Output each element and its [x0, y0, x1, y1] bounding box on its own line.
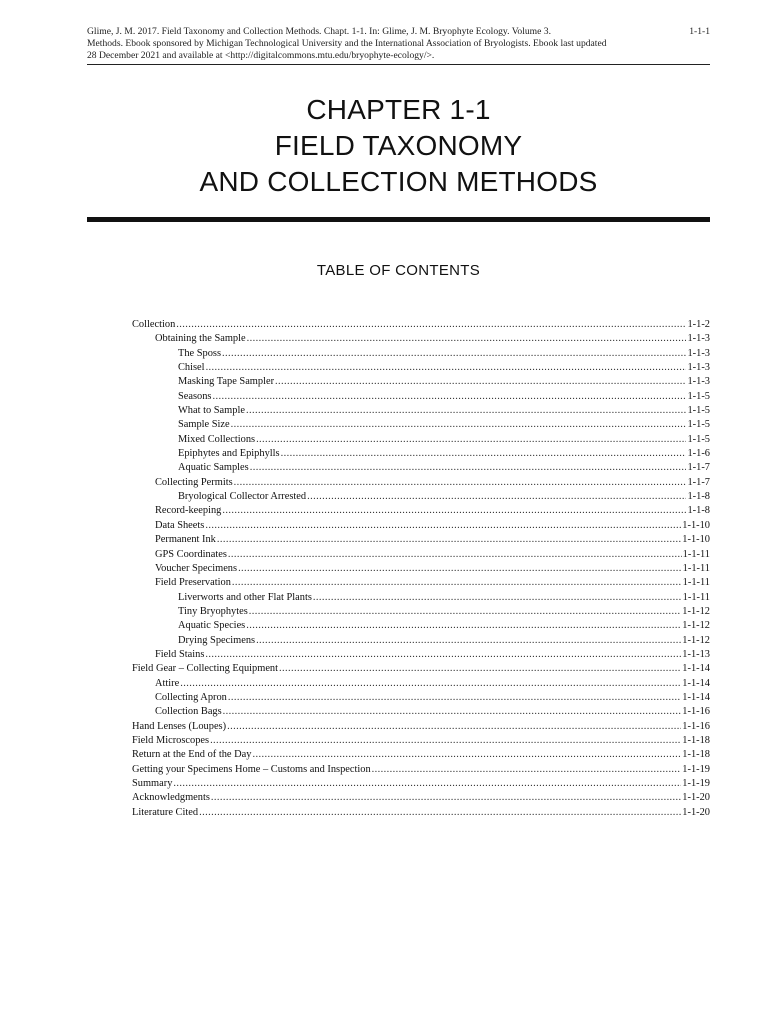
toc-entry-page: 1-1-11: [682, 548, 710, 560]
toc-entry[interactable]: [132, 490, 710, 504]
citation-header: Glime, J. M. 2017. Field Taxonomy and Collection Methods. Chapt. 1-1. In: Glime, J. M. Bryophyte Ecology. Volume 3. Methods. Ebook sponsored by Michigan Technological University and the International Association of Bryologists. Ebook last updated 28 December 2021 and available at <http://digitalcommons.mtu.edu/bryophyte-ecology/>.: [87, 26, 607, 61]
toc-entry-label: Sample Size: [178, 419, 230, 431]
toc-entry[interactable]: [132, 519, 710, 533]
toc-entry-label: Aquatic Species: [178, 620, 246, 632]
toc-entry[interactable]: [132, 361, 710, 375]
toc-dot-leader: [246, 619, 681, 633]
toc-entry[interactable]: [132, 619, 710, 633]
toc-entry[interactable]: [132, 634, 710, 648]
chapter-title-line-1: FIELD TAXONOMY: [274, 130, 523, 161]
toc-entry-label: Getting your Specimens Home – Customs and Inspection: [132, 763, 371, 775]
toc-entry[interactable]: [132, 591, 710, 605]
toc-entry[interactable]: [132, 347, 710, 361]
toc-entry[interactable]: [132, 705, 710, 719]
toc-entry[interactable]: [132, 677, 710, 691]
toc-entry-page: 1-1-14: [682, 691, 710, 703]
toc-entry-label: Epiphytes and Epiphylls: [178, 448, 280, 460]
toc-entry-label: Mixed Collections: [178, 433, 256, 445]
toc-entry-page: 1-1-3: [687, 376, 710, 388]
toc-entry-label: Summary: [132, 778, 173, 789]
toc-entry[interactable]: [132, 777, 710, 791]
toc-entry-label: Obtaining the Sample: [155, 333, 246, 345]
toc-entry[interactable]: [132, 734, 710, 748]
toc-dot-leader: [205, 648, 681, 662]
toc-dot-leader: [246, 404, 687, 418]
toc-entry-label: Return at the End of the Day: [132, 749, 252, 761]
toc-dot-leader: [217, 533, 681, 547]
toc-entry-page: 1-1-5: [687, 390, 710, 402]
toc-dot-leader: [372, 763, 682, 777]
toc-entry-page: 1-1-3: [687, 362, 710, 374]
toc-dot-leader: [281, 447, 687, 461]
toc-entry[interactable]: [132, 576, 710, 590]
toc-entry-page: 1-1-7: [687, 462, 710, 474]
toc-entry-page: 1-1-14: [682, 663, 710, 675]
toc-dot-leader: [247, 332, 687, 346]
toc-entry-page: 1-1-10: [682, 534, 710, 546]
toc-entry-label: Liverworts and other Flat Plants: [178, 591, 312, 603]
toc-entry-page: 1-1-5: [687, 433, 710, 445]
toc-entry-page: 1-1-3: [687, 347, 710, 359]
toc-dot-leader: [252, 748, 681, 762]
toc-entry-page: 1-1-3: [687, 333, 710, 345]
toc-entry-page: 1-1-20: [682, 792, 710, 804]
toc-entry-page: 1-1-5: [687, 405, 710, 417]
toc-dot-leader: [222, 504, 686, 518]
toc-entry-page: 1-1-14: [682, 677, 710, 689]
toc-dot-leader: [228, 691, 681, 705]
toc-entry-page: 1-1-16: [682, 720, 710, 732]
toc-entry-page: 1-1-19: [682, 778, 710, 789]
toc-entry[interactable]: [132, 375, 710, 389]
toc-entry-page: 1-1-5: [687, 419, 710, 431]
toc-entry-page: 1-1-12: [682, 634, 710, 646]
toc-entry-page: 1-1-11: [682, 562, 710, 574]
toc-entry-label: Field Stains: [155, 648, 205, 660]
toc-entry-label: Collecting Apron: [155, 691, 227, 703]
toc-entry-page: 1-1-12: [682, 620, 710, 632]
toc-entry[interactable]: [132, 504, 710, 518]
toc-entry-label: Tiny Bryophytes: [178, 605, 248, 617]
toc-entry-label: Collection: [132, 319, 176, 330]
page-number: 1-1-1: [689, 26, 710, 37]
toc-entry-label: Voucher Specimens: [155, 562, 238, 574]
toc-entry[interactable]: [132, 791, 710, 805]
toc-heading: TABLE OF CONTENTS: [316, 262, 481, 279]
toc-dot-leader: [227, 720, 681, 734]
toc-entry-page: 1-1-7: [687, 476, 710, 488]
toc-entry-label: Data Sheets: [155, 519, 205, 531]
toc-entry-page: 1-1-10: [682, 519, 710, 531]
toc-entry-label: Hand Lenses (Loupes): [132, 720, 227, 732]
toc-entry[interactable]: [132, 447, 710, 461]
table-of-contents: [132, 318, 710, 820]
toc-dot-leader: [232, 576, 682, 590]
toc-dot-leader: [313, 591, 682, 605]
toc-dot-leader: [211, 791, 681, 805]
toc-entry-label: Chisel: [178, 362, 205, 374]
toc-entry-label: Attire: [155, 677, 180, 689]
toc-entry-label: Permanent Ink: [155, 534, 216, 546]
toc-dot-leader: [210, 734, 681, 748]
chapter-title: [87, 92, 710, 200]
toc-entry-page: 1-1-2: [687, 319, 710, 330]
toc-dot-leader: [307, 490, 686, 504]
toc-dot-leader: [199, 806, 681, 820]
toc-entry[interactable]: [132, 648, 710, 662]
toc-entry[interactable]: [132, 548, 710, 562]
toc-entry-page: 1-1-20: [682, 806, 710, 818]
toc-entry-label: The Sposs: [178, 347, 222, 359]
toc-dot-leader: [249, 605, 682, 619]
toc-dot-leader: [173, 777, 681, 791]
toc-dot-leader: [234, 476, 687, 490]
toc-dot-leader: [212, 390, 686, 404]
toc-entry-page: 1-1-16: [682, 706, 710, 718]
toc-entry[interactable]: [132, 662, 710, 676]
toc-dot-leader: [238, 562, 682, 576]
toc-entry[interactable]: [132, 763, 710, 777]
toc-entry-label: Field Preservation: [155, 577, 231, 589]
title-rule: [87, 217, 710, 222]
toc-entry[interactable]: [132, 720, 710, 734]
toc-dot-leader: [228, 548, 682, 562]
toc-entry-page: 1-1-12: [682, 605, 710, 617]
toc-entry-page: 1-1-13: [682, 648, 710, 660]
toc-entry[interactable]: [132, 433, 710, 447]
toc-entry[interactable]: [132, 318, 710, 332]
toc-entry-label: Masking Tape Sampler: [178, 376, 275, 388]
toc-entry-label: Field Gear – Collecting Equipment: [132, 663, 279, 675]
toc-entry[interactable]: [132, 605, 710, 619]
toc-entry-page: 1-1-6: [687, 448, 710, 460]
chapter-title-line-2: AND COLLECTION METHODS: [199, 166, 598, 197]
chapter-number: CHAPTER 1-1: [306, 94, 491, 125]
toc-entry[interactable]: [132, 418, 710, 432]
toc-entry-label: Seasons: [178, 390, 212, 402]
toc-entry-label: Record-keeping: [155, 505, 222, 517]
toc-dot-leader: [256, 433, 686, 447]
toc-entry-label: Drying Specimens: [178, 634, 256, 646]
toc-entry[interactable]: [132, 691, 710, 705]
toc-entry[interactable]: [132, 533, 710, 547]
toc-dot-leader: [231, 418, 687, 432]
toc-dot-leader: [205, 519, 681, 533]
toc-entry[interactable]: [132, 390, 710, 404]
toc-entry-label: Bryological Collector Arrested: [178, 491, 307, 503]
toc-entry[interactable]: [132, 562, 710, 576]
toc-entry[interactable]: [132, 476, 710, 490]
toc-entry-label: Literature Cited: [132, 806, 199, 818]
toc-dot-leader: [256, 634, 681, 648]
toc-entry-label: Collecting Permits: [155, 476, 233, 488]
toc-dot-leader: [250, 461, 687, 475]
toc-entry-page: 1-1-19: [682, 763, 710, 775]
toc-entry-page: 1-1-18: [682, 749, 710, 761]
toc-dot-leader: [206, 361, 687, 375]
toc-entry-page: 1-1-11: [682, 591, 710, 603]
toc-entry-label: GPS Coordinates: [155, 548, 227, 560]
toc-entry-label: Acknowledgments: [132, 792, 210, 804]
toc-entry[interactable]: [132, 404, 710, 418]
toc-entry[interactable]: [132, 806, 710, 820]
toc-entry[interactable]: [132, 461, 710, 475]
toc-entry[interactable]: [132, 332, 710, 346]
toc-dot-leader: [279, 662, 681, 676]
toc-dot-leader: [223, 705, 682, 719]
toc-entry-page: 1-1-18: [682, 734, 710, 746]
toc-entry-label: Collection Bags: [155, 706, 222, 718]
toc-dot-leader: [222, 347, 686, 361]
toc-entry-label: Field Microscopes: [132, 734, 210, 746]
toc-entry-page: 1-1-8: [687, 505, 710, 517]
toc-dot-leader: [180, 677, 681, 691]
toc-entry-label: Aquatic Samples: [178, 462, 249, 474]
toc-dot-leader: [275, 375, 686, 389]
toc-entry-page: 1-1-11: [682, 577, 710, 589]
header-rule: [87, 64, 710, 65]
toc-dot-leader: [176, 318, 686, 332]
toc-entry-page: 1-1-8: [687, 491, 710, 503]
toc-entry-label: What to Sample: [178, 405, 245, 417]
toc-entry[interactable]: [132, 748, 710, 762]
